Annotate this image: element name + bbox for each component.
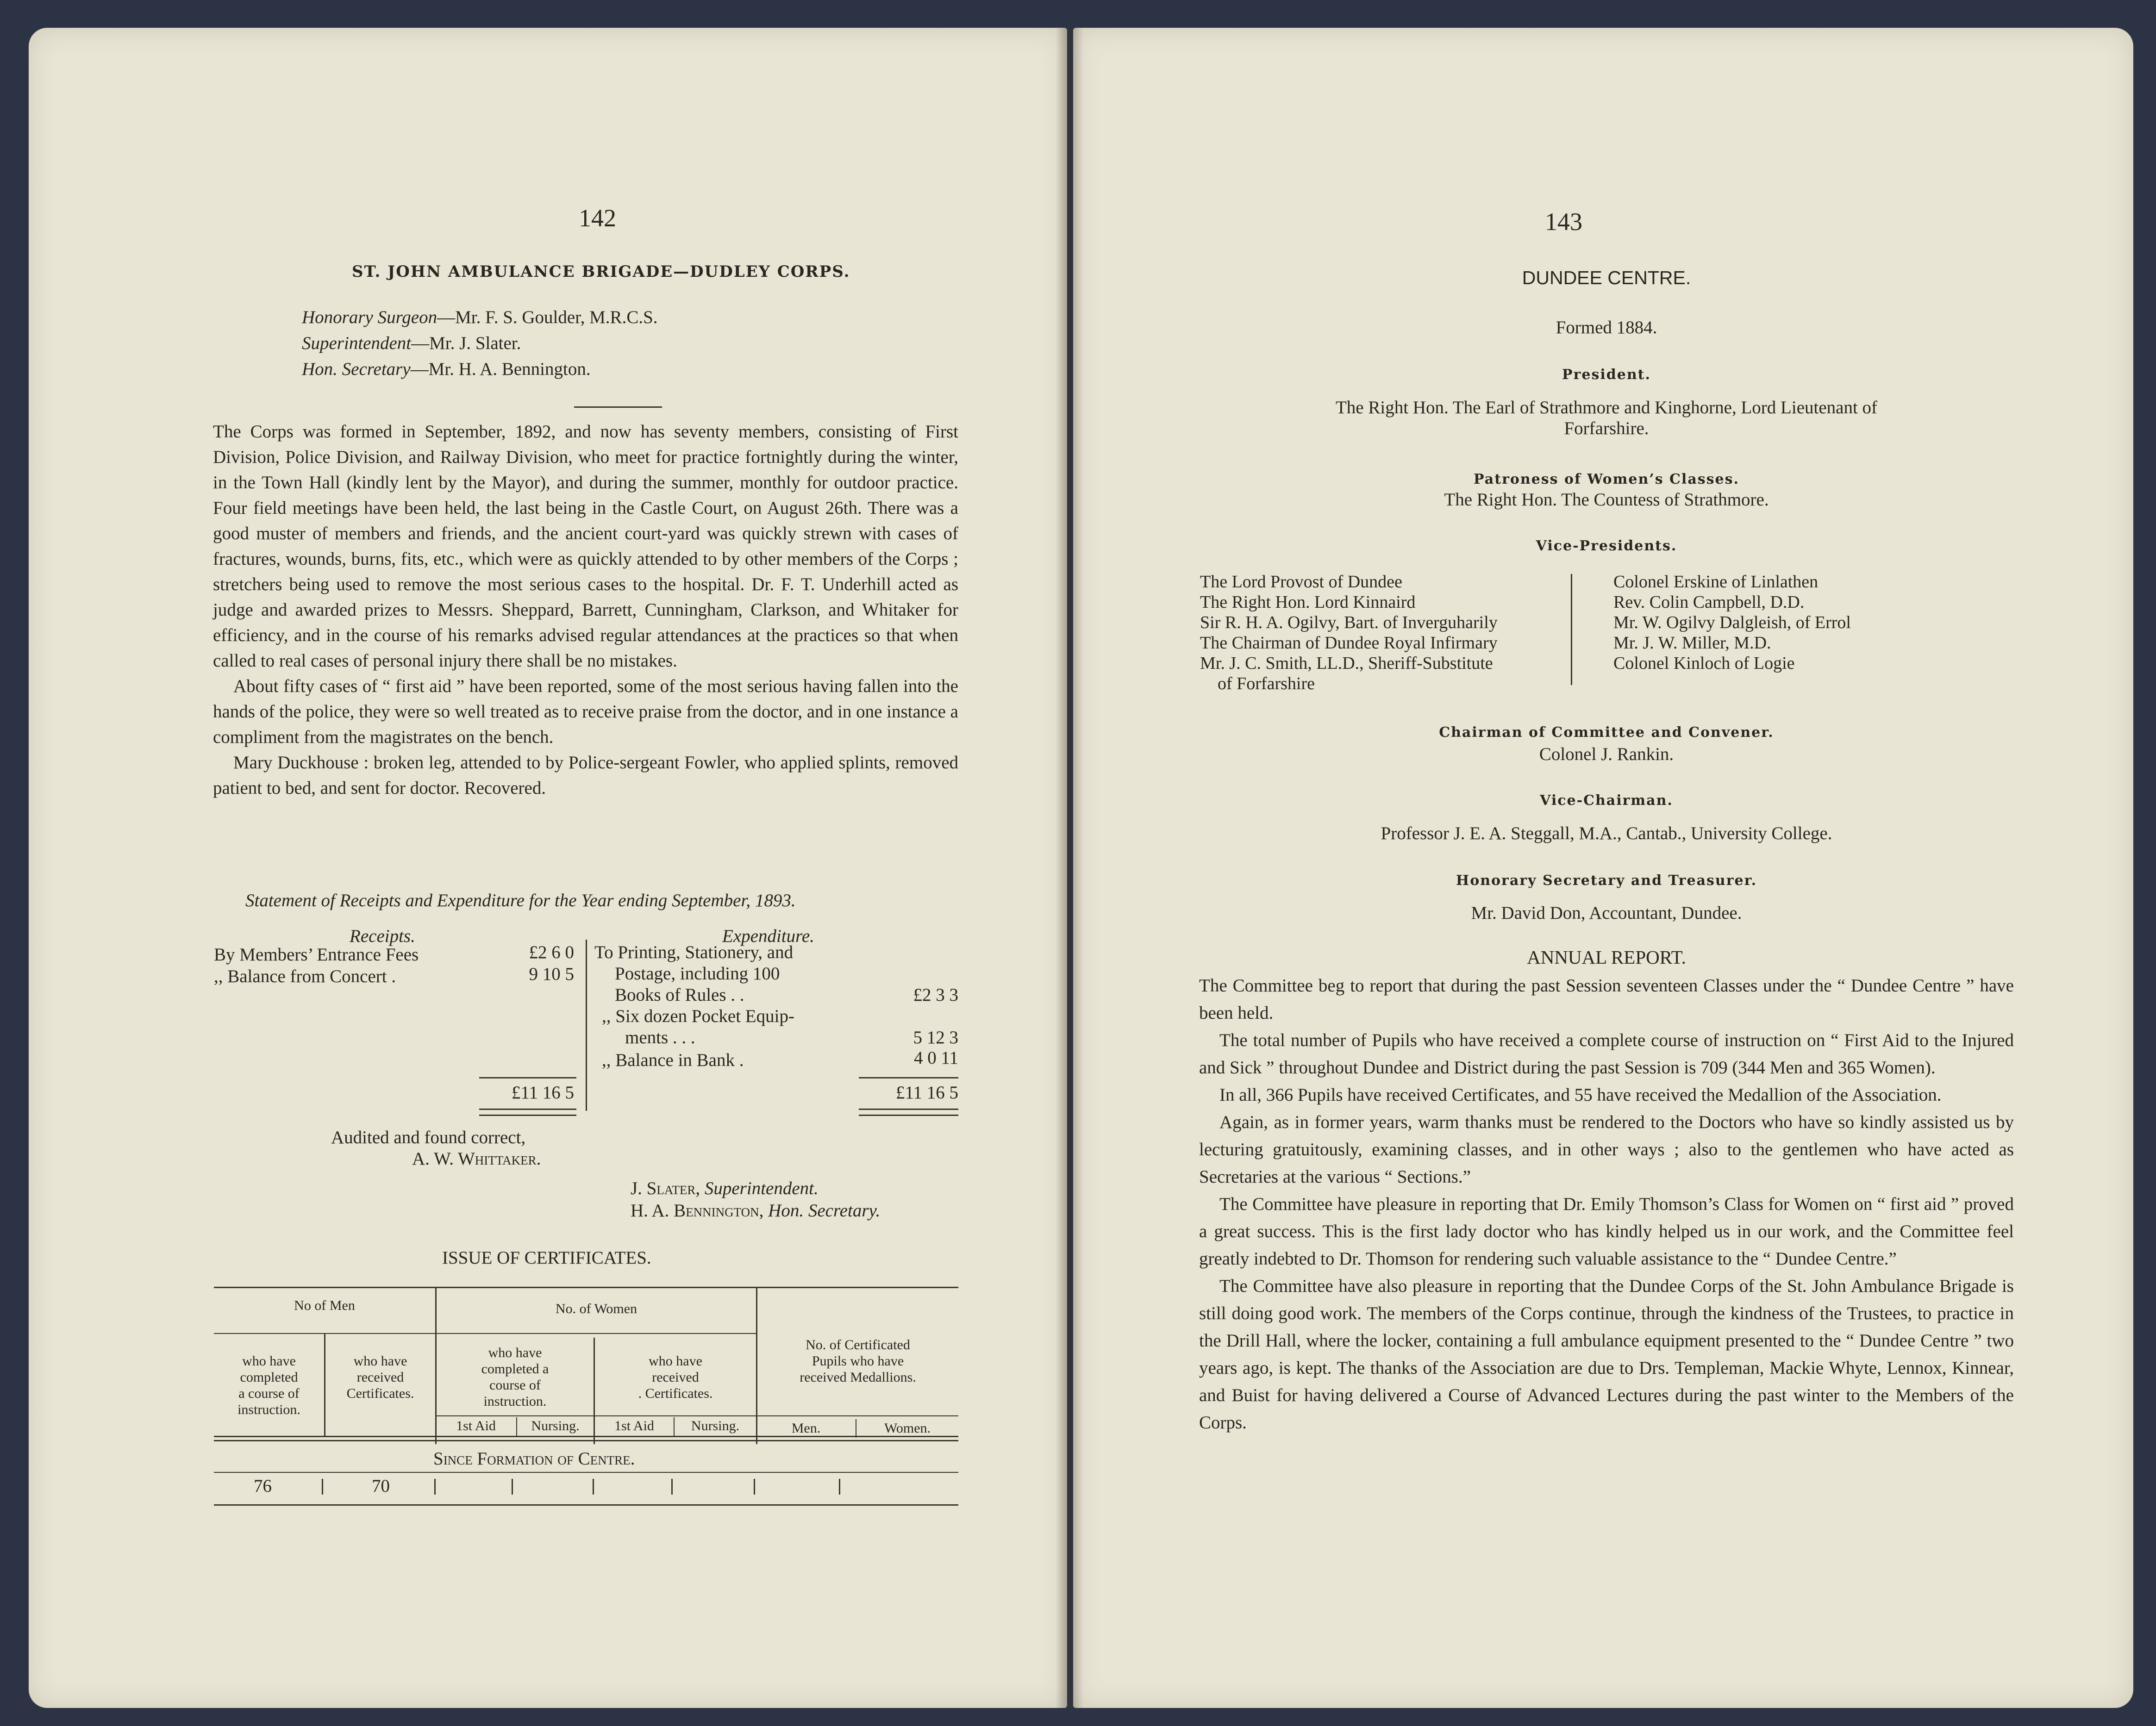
- auditor-name: A. W. Whittaker.: [412, 1149, 541, 1169]
- receipts-divider: [586, 940, 587, 1111]
- left-page-number: 142: [579, 204, 616, 232]
- section-divider: [574, 406, 662, 408]
- report-paragraph-classes: The Committee beg to report that during the past Session seventeen Classes under the “ Dundee Centre ” have been held.: [1199, 976, 2014, 1023]
- chairman-name: Colonel J. Rankin.: [1539, 744, 1674, 764]
- signature-secretary: H. A. Bennington, Hon. Secretary.: [631, 1201, 881, 1221]
- value-divider-2: [434, 1479, 436, 1495]
- sub-nursing-b: Nursing.: [691, 1418, 740, 1433]
- sub-nursing-a: Nursing.: [531, 1418, 580, 1433]
- vice-chairman-heading: Vice-Chairman.: [1540, 792, 1673, 809]
- women-received-header: who have received . Certificates.: [638, 1353, 713, 1401]
- expenditure-item-2: ,, Six dozen Pocket Equip- ments . . .: [602, 1006, 794, 1047]
- women-header: No. of Women: [555, 1301, 637, 1316]
- signature-superintendent: J. Slater, Superintendent.: [631, 1178, 819, 1198]
- sub-men: Men.: [791, 1421, 821, 1436]
- subheader-rule: [437, 1415, 958, 1416]
- men-completed-header: who have completed a course of instruction.: [237, 1353, 300, 1417]
- patroness-name: The Right Hon. The Countess of Strathmore.: [1444, 490, 1769, 510]
- expenditure-amount-2: 5 12 3: [913, 1028, 958, 1047]
- officer-secretary: Hon. Secretary—Mr. H. A. Bennington.: [302, 359, 591, 379]
- secretary-name: Mr. David Don, Accountant, Dundee.: [1471, 903, 1742, 923]
- since-formation-label: Since Formation of Centre.: [433, 1449, 635, 1469]
- secretary-heading: Honorary Secretary and Treasurer.: [1456, 872, 1757, 889]
- right-page-number: 143: [1545, 208, 1582, 236]
- receipts-double-rule: [479, 1109, 576, 1116]
- vice-presidents-right: Colonel Erskine of Linlathen Rev. Colin Campbell, D.D. Mr. W. Ogilvy Dalgleish, of Errol Mr. J. W. Miller, M.D. Colonel Kinloch of Logie: [1613, 572, 1851, 673]
- table-top-rule: [214, 1287, 958, 1288]
- value-divider-4: [593, 1479, 594, 1495]
- receipt-label-1: By Members’ Entrance Fees: [214, 945, 419, 965]
- corps-report-text: [213, 419, 958, 801]
- receipts-total: £11 16 5: [511, 1083, 574, 1103]
- men-completed-value: 76: [254, 1476, 272, 1496]
- men-received-header: who have received Certificates.: [346, 1353, 414, 1401]
- statement-title: Statement of Receipts and Expenditure for the Year ending September, 1893.: [245, 891, 796, 910]
- table-bottom-rule: [214, 1504, 958, 1506]
- chairman-heading: Chairman of Committee and Convener.: [1439, 724, 1774, 741]
- centre-title: DUNDEE CENTRE.: [1522, 267, 1691, 288]
- expenditure-amount-3: 4 0 11: [913, 1048, 958, 1068]
- value-divider-5: [671, 1479, 673, 1495]
- paragraph-formation: The Corps was formed in September, 1892, and now has seventy members, consisting of First Division, Police Division, and Railway Division, who meet for practice fortnightly during the winter, in the Town Hall (kindly lent by the Mayor), and during the summer, monthly for outdoor practice. Four field meetings have been held, the last being in the Castle Court, on August 26th. There was a good muster of members and friends, and the ancient court-yard was quickly strewn with cases of fractures, wounds, burns, fits, etc., which were as quickly attended to by other members of the Corps ; stretchers being used to remove the most serious cases to the hospital. Dr. F. T. Underhill acted as judge and awarded prizes to Messrs. Sheppard, Barrett, Cunningham, Clarkson, and Whitaker for efficiency, and in the course of his remarks advised regular attendances at the practices so that when called to real cases of personal injury there shall be no mistakes.: [213, 422, 958, 671]
- report-paragraph-certificates: In all, 366 Pupils have received Certificates, and 55 have received the Medallion of the Association.: [1219, 1085, 1942, 1105]
- expenditure-total: £11 16 5: [895, 1083, 958, 1103]
- vice-presidents-left: The Lord Provost of Dundee The Right Hon. Lord Kinnaird Sir R. H. A. Ogilvy, Bart. of Inverguharily The Chairman of Dundee Royal Infirmary Mr. J. C. Smith, LL.D., Sheriff-Substitute of Forfarshire: [1200, 572, 1498, 693]
- vice-presidents-divider: [1571, 574, 1572, 685]
- expenditure-amount-1: £2 3 3: [913, 985, 958, 1005]
- expenditure-item-1: To Printing, Stationery, and Postage, including 100 Books of Rules . .: [594, 942, 794, 1005]
- value-divider-7: [839, 1479, 840, 1495]
- book-spine: [1056, 28, 1083, 1708]
- expenditure-total-rule: [859, 1077, 958, 1078]
- sub-1st-aid-a: 1st Aid: [456, 1418, 496, 1433]
- value-divider-6: [754, 1479, 755, 1495]
- corps-heading: ST. JOHN AMBULANCE BRIGADE—DUDLEY CORPS.: [352, 262, 850, 281]
- officer-surgeon: Honorary Surgeon—Mr. F. S. Goulder, M.R.C.S.: [302, 307, 658, 327]
- report-paragraph-corps: The Committee have also pleasure in reporting that the Dundee Corps of the St. John Ambulance Brigade is still doing good work. The members of the Corps continue, through the kindness of the Trustees, to practice in the Drill Hall, where the locker, containing a full ambulance equipment presented to the “ Dundee Centre ” two years ago, is kept. The thanks of the Association are due to Drs. Templeman, Mackie Whyte, Lennox, Kinnear, and Buist for having delivered a Course of Advanced Lectures during the past winter to the Members of the Corps.: [1199, 1276, 2014, 1433]
- annual-report-text: [1199, 972, 2014, 1436]
- report-paragraph-thomson: The Committee have pleasure in reporting that Dr. Emily Thomson’s Class for Women on “ first aid ” proved a great success. This is the first lady doctor who has kindly helped us in our work, and the Committee feel greatly indebted to Dr. Thomson for rendering such valuable assistance to the “ Dundee Centre.”: [1199, 1194, 2014, 1269]
- expenditure-header: Expenditure.: [722, 926, 814, 946]
- vice-presidents-heading: Vice-Presidents.: [1536, 538, 1677, 554]
- patroness-heading: Patroness of Women’s Classes.: [1474, 471, 1739, 487]
- paragraph-case: Mary Duckhouse : broken leg, attended to by Police-sergeant Fowler, who applied splints, removed patient to bed, and sent for doctor. Recovered.: [213, 753, 958, 798]
- men-received-value: 70: [372, 1476, 390, 1496]
- expenditure-double-rule: [859, 1109, 958, 1116]
- medallions-header: No. of Certificated Pupils who have received Medallions.: [800, 1337, 916, 1385]
- president-name: The Right Hon. The Earl of Strathmore and Kinghorne, Lord Lieutenant of Forfarshire.: [1335, 398, 1878, 438]
- receipts-header: Receipts.: [350, 926, 415, 946]
- audit-line: Audited and found correct,: [331, 1128, 526, 1147]
- receipts-total-rule: [479, 1077, 576, 1078]
- expenditure-item-3: ,, Balance in Bank .: [602, 1050, 744, 1070]
- women-subrule: [437, 1333, 756, 1334]
- sub-1st-aid-b: 1st Aid: [614, 1418, 654, 1433]
- sub-women: Women.: [884, 1421, 931, 1436]
- vice-chairman-name: Professor J. E. A. Steggall, M.A., Cantab., University College.: [1381, 823, 1832, 843]
- table-header-double-rule: [214, 1436, 958, 1441]
- officer-superintendent: Superintendent—Mr. J. Slater.: [302, 333, 521, 353]
- certificates-title: ISSUE OF CERTIFICATES.: [442, 1248, 651, 1268]
- formed-year: Formed 1884.: [1556, 318, 1657, 337]
- annual-report-heading: ANNUAL REPORT.: [1527, 947, 1686, 968]
- men-header: No of Men: [294, 1298, 355, 1313]
- report-paragraph-pupils: The total number of Pupils who have received a complete course of instruction on “ First Aid to the Injured and Sick ” throughout Dundee and District during the past Session is 709 (344 Men and 365 Women).: [1199, 1030, 2014, 1078]
- women-completed-header: who have completed a course of instruction.: [481, 1345, 549, 1409]
- since-rule: [214, 1472, 958, 1473]
- value-divider-3: [512, 1479, 513, 1495]
- receipt-amount-1: £2 6 0: [529, 942, 574, 962]
- value-divider-1: [322, 1479, 323, 1495]
- president-heading: President.: [1562, 367, 1651, 383]
- report-paragraph-thanks: Again, as in former years, warm thanks must be rendered to the Doctors who have so kindly assisted us by lecturing gratuitously, examining classes, and in other ways ; also to the gentlemen who have acted as Secretaries at the various “ Sections.”: [1199, 1112, 2014, 1187]
- paragraph-first-aid: About fifty cases of “ first aid ” have been reported, some of the most serious having fallen into the hands of the police, they were so well treated as to receive praise from the doctor, and in one instance a compliment from the magistrates on the bench.: [213, 676, 958, 747]
- receipt-label-2: ,, Balance from Concert .: [214, 966, 396, 986]
- receipt-amount-2: 9 10 5: [529, 964, 574, 984]
